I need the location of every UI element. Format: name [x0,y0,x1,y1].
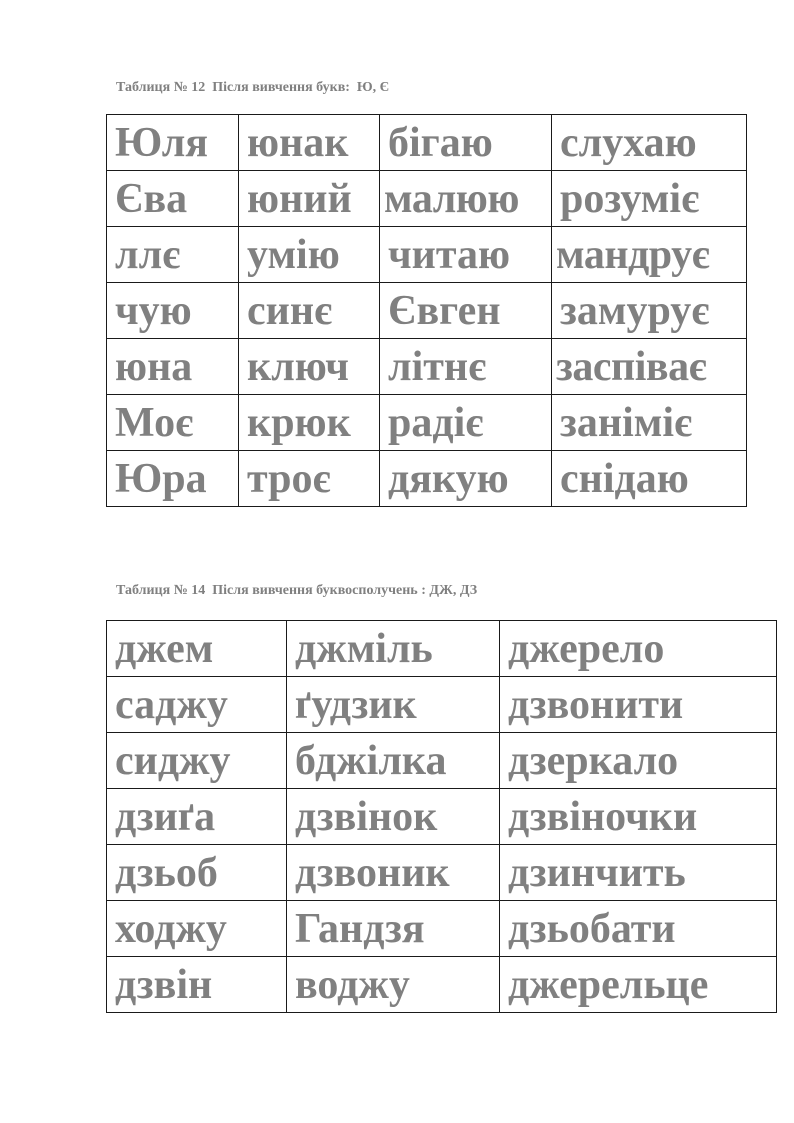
word-cell: Євген [380,283,552,339]
word-cell: замурує [552,283,747,339]
word-cell: воджу [287,957,500,1013]
word-cell: бігаю [380,115,552,171]
table-row [107,395,747,451]
table-14-caption: Таблиця № 14 Після вивчення буквосполучень : ДЖ, ДЗ [116,583,478,598]
table-row [107,677,777,733]
table-row [107,451,747,507]
word-cell: крюк [239,395,380,451]
word-cell: сиджу [107,733,287,789]
word-cell: заніміє [552,395,747,451]
table-row [107,789,777,845]
word-cell: дзеркало [500,733,777,789]
word-cell: чую [107,283,239,339]
word-cell: дякую [380,451,552,507]
table-row [107,621,777,677]
word-cell: слухаю [552,115,747,171]
word-cell: ходжу [107,901,287,957]
word-cell: джміль [287,621,500,677]
word-cell: заспіває [552,339,747,395]
word-cell: Єва [107,171,239,227]
table-row [107,227,747,283]
word-cell: ґудзик [287,677,500,733]
word-cell: джем [107,621,287,677]
word-cell: снідаю [552,451,747,507]
word-cell: малюю [380,171,552,227]
word-cell: дзвоник [287,845,500,901]
word-cell: мандрує [552,227,747,283]
word-cell: ллє [107,227,239,283]
table-row [107,845,777,901]
word-table-14 [106,620,777,1013]
table-row [107,339,747,395]
table-row [107,733,777,789]
word-cell: дзьоб [107,845,287,901]
word-cell: юнак [239,115,380,171]
word-cell: радіє [380,395,552,451]
word-cell: Юра [107,451,239,507]
table-row [107,957,777,1013]
word-cell: дзвонити [500,677,777,733]
word-cell: літнє [380,339,552,395]
word-cell: юна [107,339,239,395]
word-cell: ключ [239,339,380,395]
word-cell: читаю [380,227,552,283]
table-row [107,283,747,339]
word-cell: джерело [500,621,777,677]
word-cell: дзвін [107,957,287,1013]
word-table-12 [106,114,747,507]
word-cell: дзинчить [500,845,777,901]
word-cell: дзиґа [107,789,287,845]
word-cell: розуміє [552,171,747,227]
table-row [107,171,747,227]
word-cell: Моє [107,395,239,451]
word-cell: дзвінок [287,789,500,845]
word-cell: Юля [107,115,239,171]
word-cell: синє [239,283,380,339]
word-cell: троє [239,451,380,507]
word-cell: дзвіночки [500,789,777,845]
table-12-caption: Таблиця № 12 Після вивчення букв: Ю, Є [116,80,390,95]
word-cell: саджу [107,677,287,733]
word-cell: Гандзя [287,901,500,957]
word-cell: бджілка [287,733,500,789]
table-row [107,115,747,171]
table-row [107,901,777,957]
word-cell: умію [239,227,380,283]
word-cell: юний [239,171,380,227]
word-cell: дзьобати [500,901,777,957]
word-cell: джерельце [500,957,777,1013]
